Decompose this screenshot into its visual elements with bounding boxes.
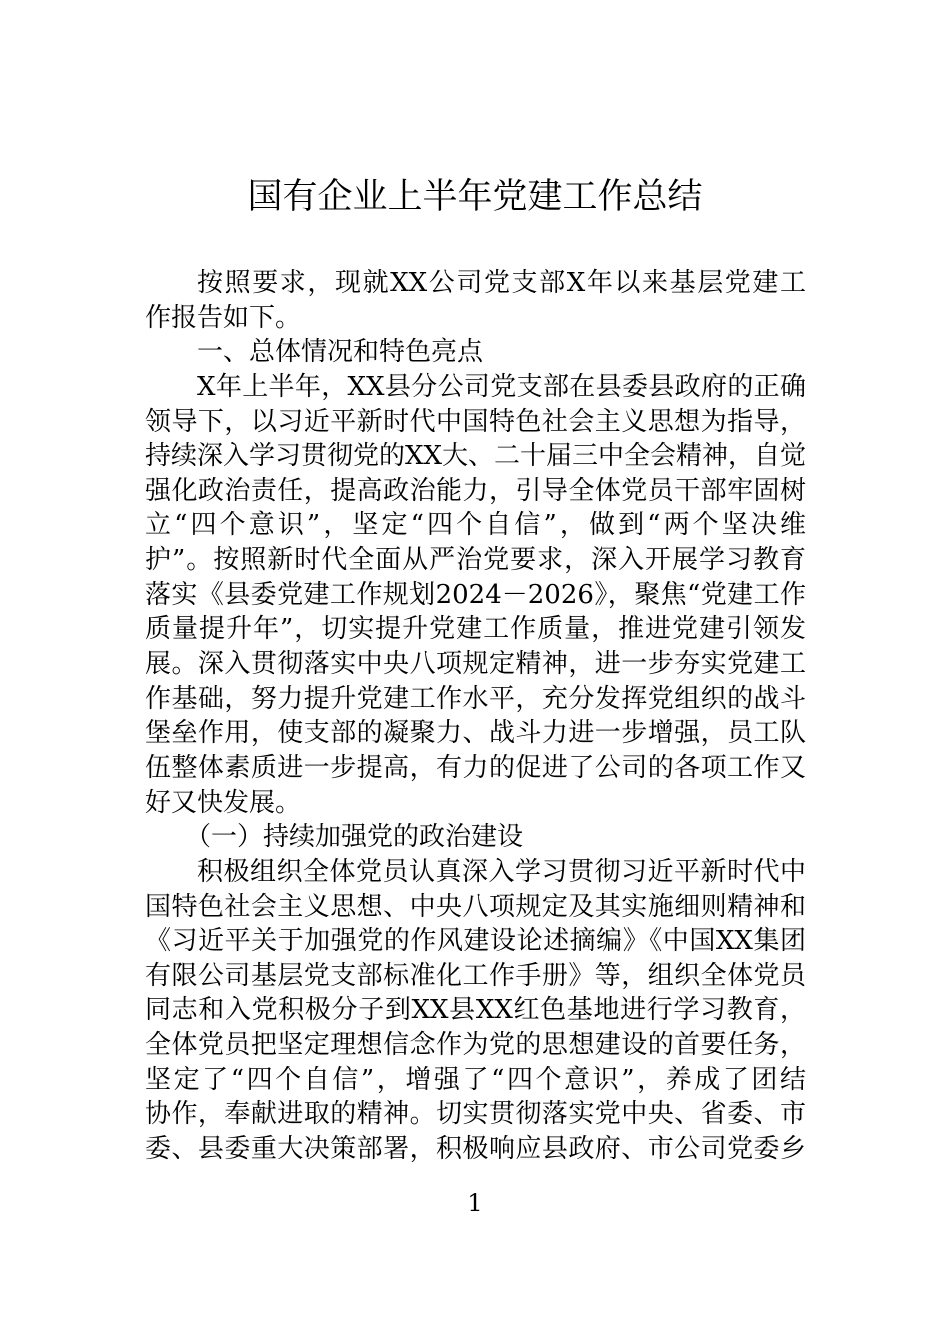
text-line: 积极组织全体党员认真深入学习贯彻习近平新时代中 <box>197 856 806 887</box>
text-line: 好又快发展。 <box>145 787 302 818</box>
page-number: 1 <box>467 1189 483 1217</box>
text-line: 国特色社会主义思想、中央八项规定及其实施细则精神和 <box>145 891 806 922</box>
text-line: 作报告如下。 <box>145 302 302 333</box>
text-line: 展。深入贯彻落实中央八项规定精神，进一步夯实党建工 <box>145 649 806 680</box>
text-line: 《习近平关于加强党的作风建设论述摘编》《中国XX集团 <box>145 926 806 957</box>
text-line: 作基础，努力提升党建工作水平，充分发挥党组织的战斗 <box>145 683 806 714</box>
text-line: 领导下，以习近平新时代中国特色社会主义思想为指导， <box>145 406 806 437</box>
text-line: 委、县委重大决策部署，积极响应县政府、市公司党委乡 <box>145 1134 806 1165</box>
text-line: 强化政治责任，提高政治能力，引导全体党员干部牢固树 <box>145 475 806 506</box>
text-line: 伍整体素质进一步提高，有力的促进了公司的各项工作又 <box>145 752 806 783</box>
text-line: 落实《县委党建工作规划2024－2026》，聚焦“党建工作 <box>145 579 806 610</box>
document-body <box>145 266 806 1167</box>
text-line: 护”。按照新时代全面从严治党要求，深入开展学习教育 <box>145 545 806 576</box>
text-line: 持续深入学习贯彻党的XX大、二十届三中全会精神，自觉 <box>145 441 807 472</box>
text-line: X年上半年，XX县分公司党支部在县委县政府的正确 <box>197 371 806 402</box>
text-line: 同志和入党积极分子到XX县XX红色基地进行学习教育， <box>145 995 806 1026</box>
text-line: 协作，奉献进取的精神。切实贯彻落实党中央、省委、市 <box>145 1099 806 1130</box>
text-line: 坚定了“四个自信”，增强了“四个意识”，养成了团结 <box>145 1064 806 1095</box>
text-line: 堡垒作用，使支部的凝聚力、战斗力进一步增强，员工队 <box>145 718 806 749</box>
text-line: 一、总体情况和特色亮点 <box>197 337 484 368</box>
text-line: 有限公司基层党支部标准化工作手册》等，组织全体党员 <box>145 960 806 991</box>
document-title: 国有企业上半年党建工作总结 <box>247 177 703 217</box>
text-line: （一）持续加强党的政治建设 <box>185 822 524 853</box>
text-line: 质量提升年”，切实提升党建工作质量，推进党建引领发 <box>145 614 806 645</box>
text-line: 立“四个意识”，坚定“四个自信”，做到“两个坚决维 <box>145 510 806 541</box>
text-line: 按照要求，现就XX公司党支部X年以来基层党建工 <box>197 268 806 298</box>
text-line: 全体党员把坚定理想信念作为党的思想建设的首要任务， <box>145 1030 806 1061</box>
